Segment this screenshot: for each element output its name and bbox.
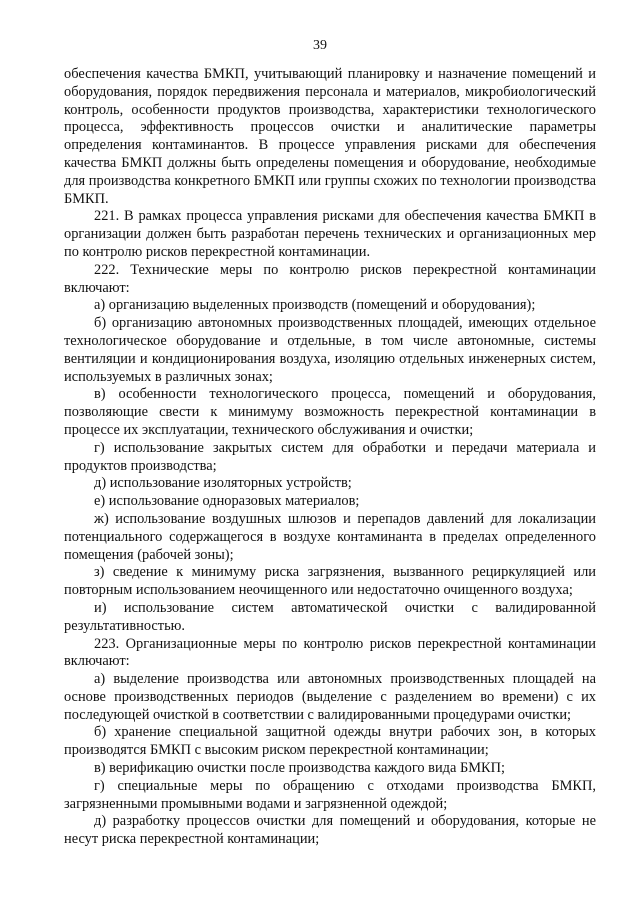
- paragraph: 221. В рамках процесса управления рисками для обеспечения качества БМКП в организации должен быть разработан перечень технических и организационных мер по контролю рисков перекрестной контаминации.: [64, 208, 596, 260]
- list-item: ж) использование воздушных шлюзов и перепадов давлений для локализации потенциального содержащегося в воздухе контаминанта в пределах определенного помещения (рабочей зоны);: [64, 510, 596, 563]
- document-body: [64, 66, 596, 849]
- list-item: г) использование закрытых систем для обработки и передачи материала и продуктов производства;: [64, 439, 596, 474]
- list-item: з) сведение к минимуму риска загрязнения, вызванного рециркуляцией или повторным использованием неочищенного или недостаточно очищенного воздуха;: [64, 564, 596, 599]
- list-item: е) использование одноразовых материалов;: [94, 493, 360, 510]
- list-item: б) хранение специальной защитной одежды внутри рабочих зон, в которых производятся БМКП с высоким риском перекрестной контаминации;: [64, 724, 596, 759]
- page-number: 39: [313, 38, 327, 53]
- list-item: и) использование систем автоматической очистки с валидированной результативностью.: [64, 599, 596, 634]
- list-item: г) специальные меры по обращению с отходами производства БМКП, загрязненными промывными водами и загрязненной одеждой;: [64, 777, 596, 812]
- list-item: б) организацию автономных производственных площадей, имеющих отдельное технологическое оборудование и отдельные, в том числе автономные, системы вентиляции и кондиционирования воздуха, изоляцию отдельных инженерных систем, используемых в различных зонах;: [64, 315, 596, 385]
- list-item: а) организацию выделенных производств (помещений и оборудования);: [94, 297, 536, 314]
- paragraph: 222. Технические меры по контролю рисков перекрестной контаминации включают:: [64, 261, 596, 296]
- list-item: в) верификацию очистки после производства каждого вида БМКП;: [94, 760, 506, 777]
- paragraph: 223. Организационные меры по контролю рисков перекрестной контаминации включают:: [64, 635, 596, 670]
- list-item: а) выделение производства или автономных производственных площадей на основе производственных периодов (выделение с разделением во времени) с их последующей очисткой в соответствии с валидированными процедурами очистки;: [64, 671, 596, 723]
- list-item: в) особенности технологического процесса, помещений и оборудования, позволяющие свести к минимуму возможность перекрестной контаминации в процессе их эксплуатации, технического обслуживания и очистки;: [64, 386, 596, 438]
- paragraph: обеспечения качества БМКП, учитывающий планировку и назначение помещений и оборудования, порядок передвижения персонала и материалов, микробиологический контроль, особенности продуктов производства, характеристики технологического процесса, эффективность процессов очистки и аналитические параметры определения контаминантов. В процессе управления рисками для обеспечения качества БМКП должны быть определены помещения и оборудование, необходимые для производства конкретного БМКП или группы схожих по технологии производства БМКП.: [64, 66, 596, 207]
- list-item: д) разработку процессов очистки для помещений и оборудования, которые не несут риска перекрестной контаминации;: [64, 813, 596, 848]
- list-item: д) использование изоляторных устройств;: [94, 475, 352, 492]
